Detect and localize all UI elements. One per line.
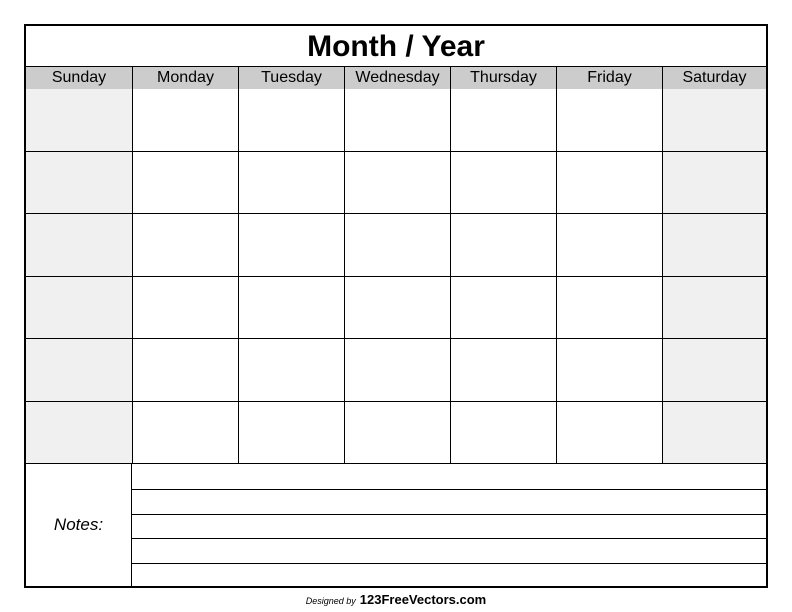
day-cell[interactable] (26, 89, 132, 152)
calendar-title: Month / Year (307, 30, 485, 63)
day-header-sunday: Sunday (51, 69, 107, 86)
day-cell[interactable] (132, 89, 238, 152)
day-cell[interactable] (450, 214, 556, 277)
day-cell[interactable] (26, 152, 132, 215)
day-cell[interactable] (344, 402, 450, 465)
day-cell[interactable] (662, 152, 766, 215)
notes-label: Notes: (26, 464, 132, 586)
day-cell[interactable] (132, 214, 238, 277)
day-cell[interactable] (662, 339, 766, 402)
day-cell[interactable] (238, 402, 344, 465)
day-cell[interactable] (238, 214, 344, 277)
notes-lines (132, 464, 766, 586)
day-cell[interactable] (132, 277, 238, 340)
notes-line[interactable] (132, 563, 766, 564)
notes-section (26, 464, 766, 586)
day-cell[interactable] (450, 339, 556, 402)
day-cell[interactable] (662, 277, 766, 340)
day-cell[interactable] (344, 152, 450, 215)
day-cell[interactable] (344, 277, 450, 340)
day-header-wednesday: Wednesday (344, 67, 450, 89)
day-cell[interactable] (556, 152, 662, 215)
day-cell[interactable] (26, 339, 132, 402)
day-cell[interactable] (556, 214, 662, 277)
day-cell[interactable] (26, 214, 132, 277)
day-cell[interactable] (556, 89, 662, 152)
day-cell[interactable] (132, 152, 238, 215)
calendar-grid (26, 89, 766, 464)
day-cell[interactable] (238, 89, 344, 152)
day-cell[interactable] (132, 339, 238, 402)
day-cell[interactable] (344, 339, 450, 402)
day-cell[interactable] (344, 89, 450, 152)
day-cell[interactable] (238, 277, 344, 340)
day-header-tuesday: Tuesday (238, 67, 344, 89)
day-cell[interactable] (344, 214, 450, 277)
day-cell[interactable] (556, 402, 662, 465)
day-cell[interactable] (238, 339, 344, 402)
day-header-saturday: Saturday (662, 67, 766, 89)
day-cell[interactable] (556, 339, 662, 402)
day-cell[interactable] (132, 402, 238, 465)
day-cell[interactable] (662, 402, 766, 465)
day-cell[interactable] (450, 402, 556, 465)
day-cell[interactable] (26, 402, 132, 465)
day-header-row (26, 66, 766, 90)
day-cell[interactable] (450, 277, 556, 340)
day-cell[interactable] (556, 277, 662, 340)
day-cell[interactable] (662, 89, 766, 152)
day-header-friday: Friday (556, 67, 662, 89)
notes-line[interactable] (132, 514, 766, 515)
notes-line[interactable] (132, 538, 766, 539)
day-cell[interactable] (26, 277, 132, 340)
footer-brand: 123FreeVectors.com (359, 592, 487, 607)
calendar-frame (24, 24, 768, 588)
day-cell[interactable] (450, 89, 556, 152)
day-cell[interactable] (238, 152, 344, 215)
day-header-thursday: Thursday (450, 67, 556, 89)
day-header-monday: Monday (132, 67, 238, 89)
day-cell[interactable] (662, 214, 766, 277)
footer-prefix: Designed by (305, 596, 356, 606)
footer-credit (0, 592, 792, 608)
day-cell[interactable] (450, 152, 556, 215)
notes-line[interactable] (132, 489, 766, 490)
